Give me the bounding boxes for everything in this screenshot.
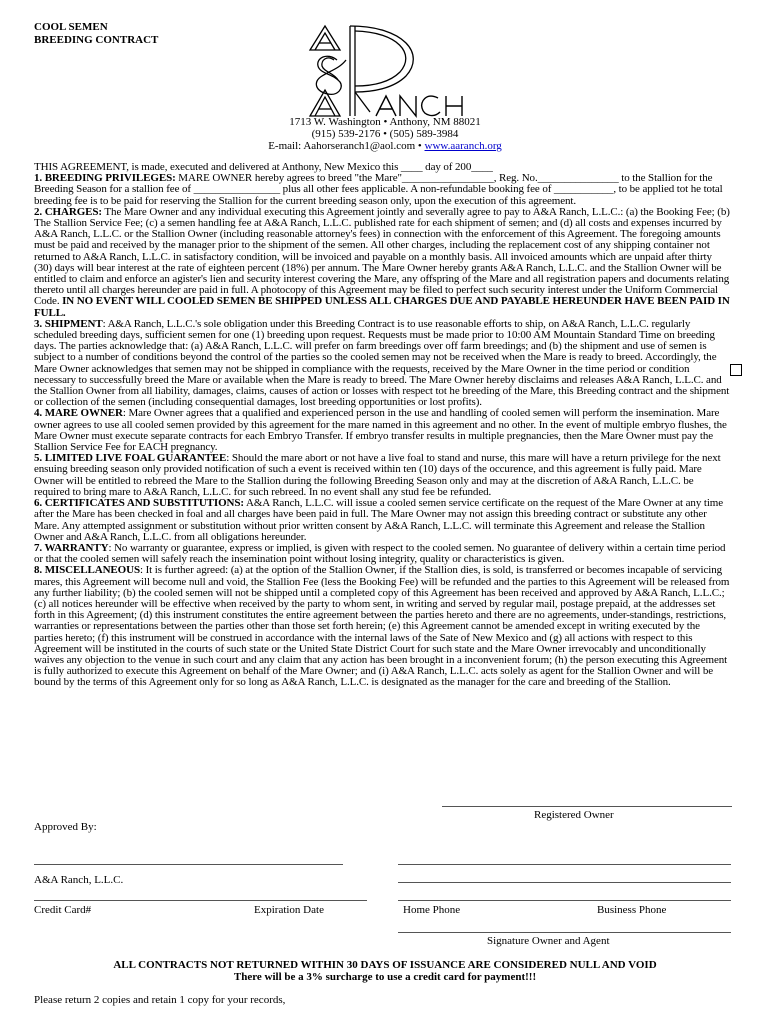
ranch-name-label: A&A Ranch, L.L.C. — [34, 874, 124, 886]
contact-line — [190, 140, 580, 152]
section-shipment — [34, 319, 730, 409]
owner-address-field[interactable] — [398, 869, 735, 883]
address-line-1: 1713 W. Washington • Anthony, NM 88021 — [289, 116, 481, 128]
phone-field[interactable] — [398, 887, 735, 901]
section-mare-owner — [34, 408, 730, 453]
return-copies-note: Please return 2 copies and retain 1 copy for your records, — [34, 994, 286, 1006]
section-charges — [34, 207, 730, 319]
email-text: E-mail: Aahorseranch1@aol.com • — [268, 140, 425, 153]
ranch-logo — [294, 24, 480, 118]
section-text: MARE OWNER hereby agrees to breed "the Mare"_________________, Reg. No._______________ to the Stallion for the Breeding Season for a stallion fee of ________________ plus all other fees applicable. A non-refundable booking fee of ___________, to be applied tot he total breeding fee is to be paid for reserving the Stallion for the current breeding season only, upon the execution of this agreement. — [34, 172, 723, 207]
approved-by-label: Approved By: — [34, 821, 97, 833]
section-heading: 8. MISCELLANEOUS — [34, 564, 140, 577]
section-warranty — [34, 543, 730, 565]
contract-title — [34, 21, 158, 47]
section-live-foal-guarantee — [34, 453, 730, 498]
section-text: : Mare Owner agrees that a qualified and experienced person in the use and handling of cooled semen will perform the insemination. Mare owner agrees to use all cooled semen provided by this agreement for the mare named in this agreement and no other. In the event of multiple embryo flushes, the Mare Owner must execute separate contracts for each Embryo Transfer. If embryo transfer results in multiple pregnancies, then the Mare Owner must pay the Stallion Service Fee for EACH pregnancy. — [34, 407, 727, 454]
website-link[interactable]: www.aaranch.org — [424, 140, 502, 153]
section-breeding-privileges — [34, 173, 730, 207]
section-heading: 3. SHIPMENT — [34, 317, 103, 330]
section-heading: 2. CHARGES: — [34, 205, 102, 218]
section-heading: 4. MARE OWNER — [34, 407, 123, 420]
section-text: The Mare Owner and any individual executing this Agreement jointly and severally agree to pay to A&A Ranch, L.L.C.: (a) the Booking Fee; (b) The Stallion Service Fee; (c) a semen handling fee at A&A Ranch, L.L.C. published rate for each shipment of semen; and (d) all costs and expenses incurred by A&A Ranch, L.L.C. or the Stallion Owner (including reasonable attorney's fees) in connection with the enforcement of this Agreement. The foregoing amounts must be paid and received by the manager prior to the shipment of the semen. All other charges, including the replacement cost of any shipping container not returned to A&A Ranch, L.L.C. in satisfactory condition, will be invoiced and payable on a monthly basis. All invoiced amounts which are unpaid after thirty (30) days will bear interest at the rate of eighteen percent (18%) per annum. The Mare Owner hereby grants A&A Ranch, L.L.C. and the Stallion Owner will be entitled to claim and enforce an agister's lien and security interest covering the Mare, any offspring of the Mare and all registration papers and documents relating thereto until all charges hereunder are paid in full. A photocopy of this Agreement may be filed to perfect such security interest under the Uniform Commercial Code. — [34, 205, 730, 308]
home-phone-label: Home Phone — [403, 904, 461, 916]
registered-owner-field[interactable] — [442, 793, 736, 807]
business-phone-label: Business Phone — [597, 904, 667, 916]
credit-card-label: Credit Card# — [34, 904, 92, 916]
section-text: : No warranty or guarantee, express or implied, is given with respect to the cooled semen. No guarantee of delivery within a certain time period or that the cooled semen will safely reach the insemination point without losing integrity, quality or characteristics is given. — [34, 541, 726, 566]
section-bold-notice: IN NO EVENT WILL COOLED SEMEN BE SHIPPED UNLESS ALL CHARGES DUE AND PAYABLE HEREUNDER HAVE BEEN PAID IN FULL. — [34, 295, 730, 319]
phone-line: (915) 539-2176 • (505) 589-3984 — [311, 128, 459, 141]
section-heading: 6. CERTIFICATES AND SUBSTITUTIONS: — [34, 497, 244, 510]
credit-card-field[interactable] — [34, 887, 371, 901]
contract-body — [34, 162, 730, 689]
intro-paragraph: THIS AGREEMENT, is made, executed and delivered at Anthony, New Mexico this ____ day of 200____ — [34, 161, 493, 173]
section-text: A&A Ranch, L.L.C. will issue a cooled semen service certificate on the request of the Mare Owner at any time after the Mare has been checked in foal and all charges have been paid in full. The Mare Owner may not assign this breeding contract or substitute any other Mare. Any attempted assignment or substitution without prior written consent by A&A Ranch, L.L.C. will terminate this Agreement and release the Stallion Owner and A&A Ranch, L.L.C. from all obligations hereunder. — [34, 497, 724, 543]
title-line-2: BREEDING CONTRACT — [34, 34, 159, 46]
section-certificates — [34, 498, 730, 543]
null-void-notice: ALL CONTRACTS NOT RETURNED WITHIN 30 DAYS OF ISSUANCE ARE CONSIDERED NULL AND VOID — [113, 959, 657, 971]
section-heading: 5. LIMITED LIVE FOAL GUARANTEE — [34, 452, 227, 465]
address-block — [190, 116, 580, 153]
section-text: : A&A Ranch, L.L.C.'s sole obligation under this Breeding Contract is to use reasonable efforts to ship, on A&A Ranch, L.L.C. regularly scheduled breeding days, sufficient semen for one (1) breeding upon request. Requests must be made prior to 10:00 AM Mountain Standard Time on breeding days. The parties acknowledge that: (a) A&A Ranch, L.L.C. will prefer on farm breedings over off farm breedings; and (b) the shipment and use of semen is subject to a number of conditions beyond the control of the parties so the cooled semen may not be received when the Mare is ready to breed. Accordingly, the Mare Owner acknowledges that semen may not be shipped in compliance with the requests, received by the Mare Owner in the time period or condition necessary to successfully breed the Mare or available when the Mare is ready to breed. The Mare Owner hereby disclaims and releases A&A Ranch, L.L.C. and the Stallion Owner from all liability, damages, claims, causes of action or losses with respect tot he breeding of the Mare, this Breeding contract and the shipment or collection of the semen (including consequential damages, lost breeding opportunities or lost profits). — [34, 317, 730, 409]
signature-owner-field[interactable] — [398, 919, 735, 933]
surcharge-notice: There will be a 3% surcharge to use a credit card for payment!!! — [233, 971, 537, 983]
title-line-1: COOL SEMEN — [34, 21, 108, 33]
section-miscellaneous — [34, 565, 730, 688]
section-text: : It is further agreed: (a) at the option of the Stallion Owner, if the Stallion dies, is sold, is transferred or becomes incapable of servicing mares, this Agreement will become null and void, the Stallion Fee (less the Booking Fee) will be refunded and the parties to this Agreement will be released from any further liability; (b) the cooled semen will not be shipped until a completed copy of this Agreement has been received and approved by A&A Ranch, L.L.C.; (c) all notices hereunder will be effective when received by the party to whom sent, in writing and served by regular mail, postage prepaid, at the addresses set forth in this Agreement; (d) this instrument constitutes the entire agreement between the parties hereto and there are no agreements, under-standings, restrictions, warranties or representations between the parties other than those set forth herein; (e) this Agreement cannot be amended except in writing executed by the parties hereto; (f) this instrument will be construed in accordance with the internal laws of the Sate of New Mexico and (g) all actions with respect to this Agreement will be instituted in the courts of such state or the United State District Court for such state and the Mare Owner irrevocably and unconditionally waives any objection to the venue in such court and any claim that any action has been brought in a inconvenient forum; (h) the person executing this Agreement is fully authorized to execute this Agreement on behalf of the Mare Owner; and (i) A&A Ranch, L.L.C. acts solely as agent for the Stallion Owner and will be bound by the terms of this Agreement only for so long as A&A Ranch, L.L.C. is designated as the manager for the care and breeding of the Stallion. — [34, 564, 730, 689]
form-checkbox[interactable] — [730, 364, 742, 376]
section-heading: 7. WARRANTY — [34, 541, 109, 554]
registered-owner-label: Registered Owner — [534, 809, 614, 821]
section-heading: 1. BREEDING PRIVILEGES: — [34, 172, 176, 185]
expiration-date-label: Expiration Date — [254, 904, 324, 916]
owner-name-field[interactable] — [398, 851, 735, 865]
approved-signature-field[interactable] — [34, 851, 347, 865]
section-text: : Should the mare abort or not have a live foal to stand and nurse, this mare will have a return privilege for the next ensuing breeding season only provided notification of such a event is received within ten (10) days of the occurence, and this agreement is fully paid. Mare Owner will be entitled to rebreed the Mare to the Stallion during the following Breeding Season only and may at the discretion of A&A Ranch, L.L.C. be required to bring mare to A&A Ranch, L.L.C. for such rebreed. In no event shall any stud fee be refunded. — [34, 452, 721, 498]
signature-owner-label: Signature Owner and Agent — [487, 935, 610, 947]
